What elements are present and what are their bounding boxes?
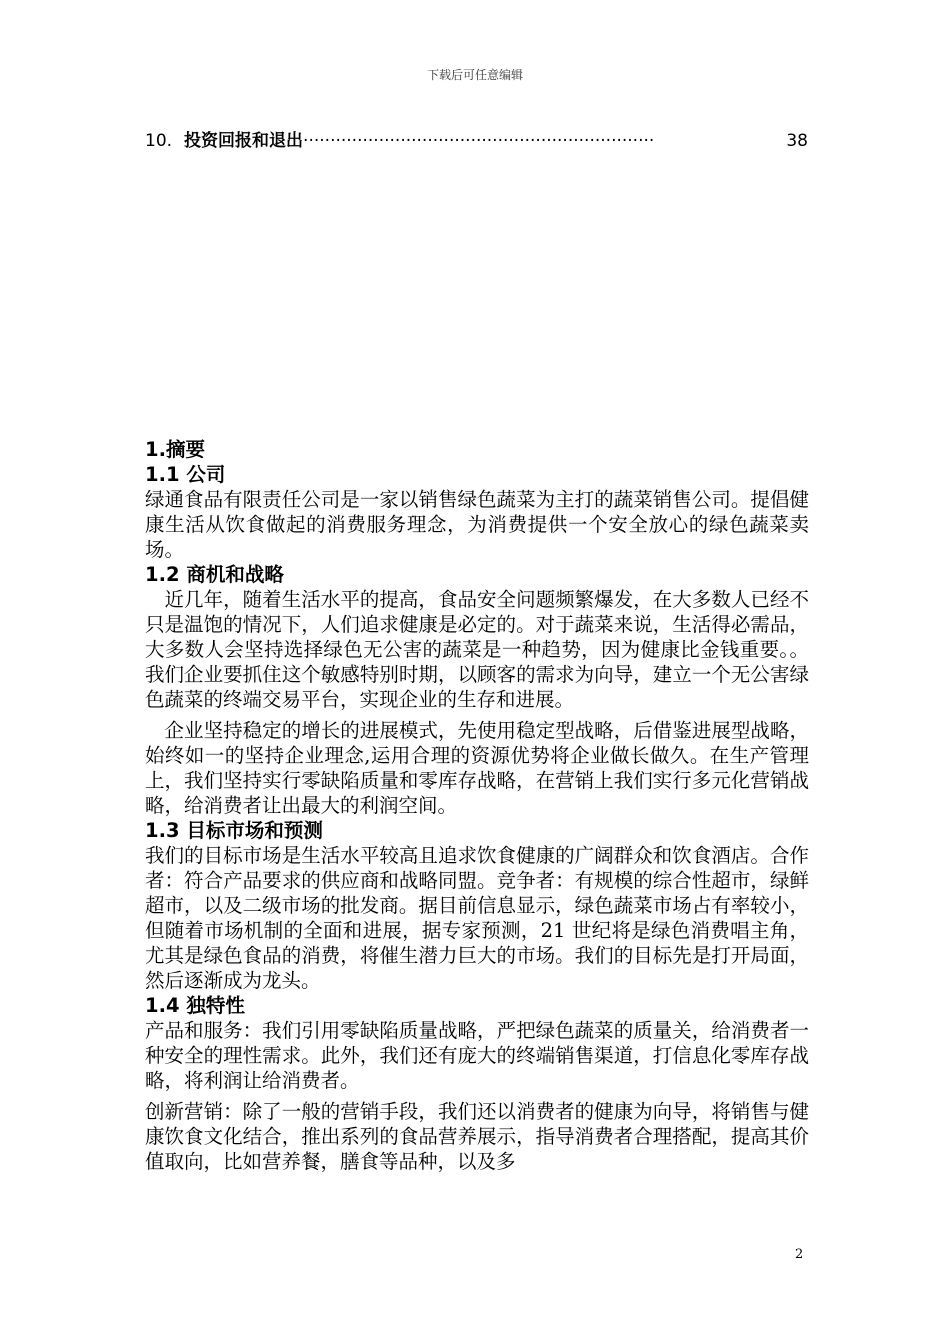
toc-entry-number: 10.: [145, 131, 173, 151]
section-title-company: 1.1 公司: [145, 463, 226, 486]
paragraph-unique-1: 产品和服务：我们引用零缺陷质量战略，严把绿色蔬菜的质量关，给消费者一种安全的理性需求。此外，我们还有庞大的终端销售渠道，打信息化零库存战略，将利润让给消费者。: [145, 1019, 809, 1092]
toc-dot-leader: ·································································: [303, 131, 655, 151]
paragraph-market: 我们的目标市场是生活水平较高且追求饮食健康的广阔群众和饮食酒店。合作者：符合产品要求的供应商和战略同盟。竞争者：有规模的综合性超市，绿鲜超市，以及二级市场的批发商。据目前信息显示，绿色蔬菜市场占有率较小，但随着市场机制的全面和进展，据专家预测，21 世纪将是绿色消费唱主角，尤其是绿色食品的消费，将催生潜力巨大的市场。我们的目标先是打开局面，然后逐渐成为龙头。: [145, 844, 809, 992]
section-title-strategy: 1.2 商机和战略: [145, 563, 284, 586]
toc-entry-title: 投资回报和退出: [184, 131, 304, 151]
section-title-market: 1.3 目标市场和预测: [145, 819, 323, 842]
paragraph-company: 绿通食品有限责任公司是一家以销售绿色蔬菜为主打的蔬菜销售公司。提倡健康生活从饮食做起的消费服务理念，为消费提供一个安全放心的绿色蔬菜卖场。: [145, 488, 809, 561]
document-body: [145, 437, 809, 1174]
section-title-unique: 1.4 独特性: [145, 994, 245, 1017]
paragraph-unique-2: 创新营销：除了一般的营销手段，我们还以消费者的健康为向导，将销售与健康饮食文化结合，推出系列的食品营养展示，指导消费者合理搭配，提高其价值取向，比如营养餐，膳食等品种，以及多: [145, 1100, 809, 1173]
paragraph-strategy-2: 企业坚持稳定的增长的进展模式，先使用稳定型战略，后借鉴进展型战略，始终如一的坚持企业理念,运用合理的资源优势将企业做长做久。在生产管理上，我们坚持实行零缺陷质量和零库存战略，在营销上我们实行多元化营销战略，给消费者让出最大的利润空间。: [145, 719, 809, 817]
page-header: 下载后可任意编辑: [426, 68, 523, 82]
paragraph-strategy-1: 近几年，随着生活水平的提高，食品安全问题频繁爆发，在大多数人已经不只是温饱的情况下，人们追求健康是必定的。对于蔬菜来说，生活得必需品，大多数人会坚持选择绿色无公害的蔬菜是一种趋势，因为健康比金钱重要。。我们企业要抓住这个敏感特别时期，以顾客的需求为向导，建立一个无公害绿色蔬菜的终端交易平台，实现企业的生存和进展。: [145, 588, 809, 711]
toc-entry-page: 38: [786, 131, 808, 151]
section-title-summary: 1.摘要: [145, 438, 205, 461]
page-number: 2: [795, 1247, 804, 1262]
toc-entry[interactable]: [145, 126, 808, 151]
